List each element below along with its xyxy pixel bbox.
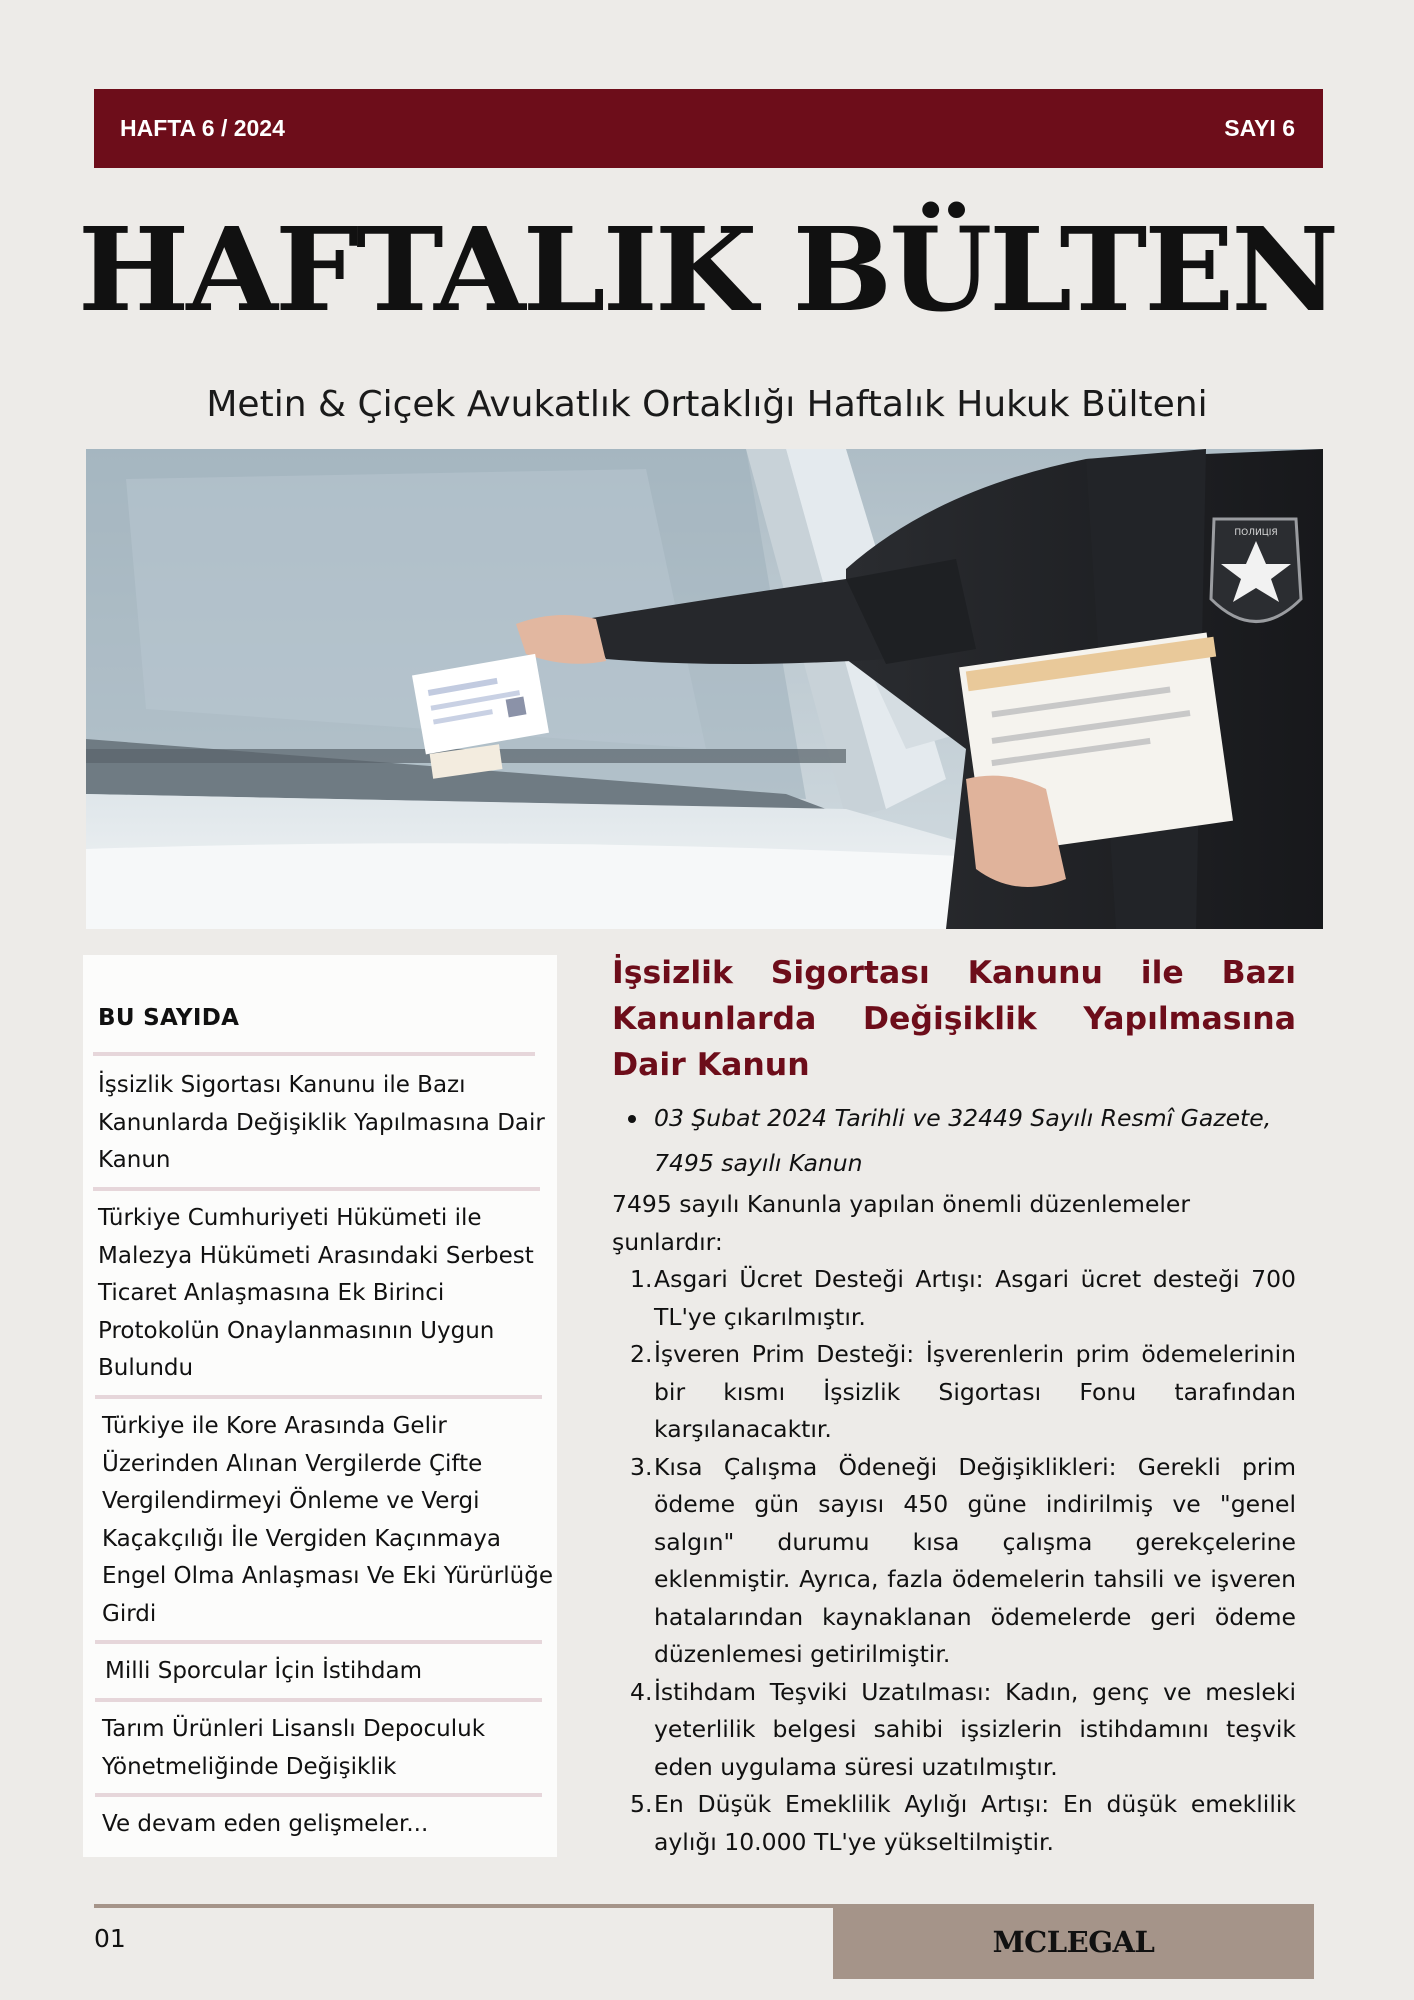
sidebar-divider [95, 1698, 542, 1702]
page-subtitle: Metin & Çiçek Avukatlık Ortaklığı Haftalık Hukuk Bülteni [206, 384, 1208, 425]
contents-item-3[interactable]: Türkiye ile Kore Arasında Gelir Üzerinden Alınan Vergilerde Çifte Vergilendirmeyi Önleme ve Vergi Kaçakçılığı İle Vergiden Kaçınmaya Engel Olma Anlaşması Ve Eki Yürürlüğe Girdi [102, 1413, 553, 1627]
page-title: HAFTALIK BÜLTEN [77, 201, 1337, 338]
article-title: İşsizlik Sigortası Kanunu ile Bazı Kanunlarda Değişiklik Yapılmasına Dair Kanun [612, 955, 1296, 1083]
contents-item-1[interactable]: İşsizlik Sigortası Kanunu ile Bazı Kanunlarda Değişiklik Yapılmasına Dair Kanun [98, 1072, 545, 1173]
sidebar-divider [93, 1052, 535, 1056]
sidebar-divider [93, 1187, 540, 1191]
footer-rule [94, 1904, 834, 1908]
list-item: 4. İstihdam Teşviki Uzatılması: Kadın, genç ve mesleki yeterlilik belgesi sahibi işsizlerin istihdamını teşvik eden uygulama süresi uzatılmıştır. [630, 1677, 1296, 1781]
list-item: 1. Asgari Ücret Desteği Artışı: Asgari ücret desteği 700 TL'ye çıkarılmıştır. [630, 1265, 1296, 1331]
contents-sidebar [83, 955, 557, 1857]
contents-item-6[interactable]: Ve devam eden gelişmeler... [102, 1811, 429, 1837]
week-label: HAFTA 6 / 2024 [120, 115, 285, 141]
contents-item-4[interactable]: Milli Sporcular İçin İstihdam [105, 1658, 422, 1684]
header-bar [94, 89, 1323, 168]
list-item: 2. İşveren Prim Desteği: İşverenlerin prim ödemelerinin bir kısmı İşsizlik Sigortası Fonu tarafından karşılanacaktır. [630, 1340, 1296, 1443]
contents-heading: BU SAYIDA [98, 1005, 240, 1031]
sidebar-divider [95, 1793, 542, 1797]
list-item: 5. En Düşük Emeklilik Aylığı Artışı: En düşük emeklilik aylığı 10.000 TL'ye yükseltilmiştir. [630, 1790, 1296, 1856]
article-intro: 7495 sayılı Kanunla yapılan önemli düzenlemeler şunlardır: [612, 1190, 1191, 1256]
contents-item-5[interactable]: Tarım Ürünleri Lisanslı Depoculuk Yönetmeliğinde Değişiklik [102, 1716, 486, 1780]
hero-image [86, 449, 1323, 929]
contents-item-2[interactable]: Türkiye Cumhuriyeti Hükümeti ile Malezya Hükümeti Arasındaki Serbest Ticaret Anlaşmasına Ek Birinci Protokolün Onaylanmasının Uygun Bulundu [98, 1205, 534, 1381]
badge-text: ПОЛИЦІЯ [1234, 528, 1278, 538]
article-source-bullet: 03 Şubat 2024 Tarihli ve 32449 Sayılı Resmî Gazete, 7495 sayılı Kanun [612, 1096, 1296, 1186]
main-article [612, 950, 1296, 1861]
issue-label: SAYI 6 [1224, 115, 1295, 141]
police-officer-parking-ticket-icon [86, 449, 1323, 929]
article-list [612, 1261, 1296, 1861]
sidebar-divider [95, 1640, 542, 1644]
sidebar-divider [95, 1395, 542, 1399]
list-item: 3. Kısa Çalışma Ödeneği Değişiklikleri: Gerekli prim ödeme gün sayısı 450 güne indirilmiş ve "genel salgın" durumu kısa çalışma gerekçelerine eklenmiştir. Ayrıca, fazla ödemelerin tahsili ve işveren hatalarından kaynaklanan ödemelerde geri ödeme düzenlemesi getirilmiştir. [630, 1452, 1296, 1668]
page-number: 01 [94, 1924, 126, 1953]
brand-logo: MCLEGAL [833, 1904, 1314, 1979]
